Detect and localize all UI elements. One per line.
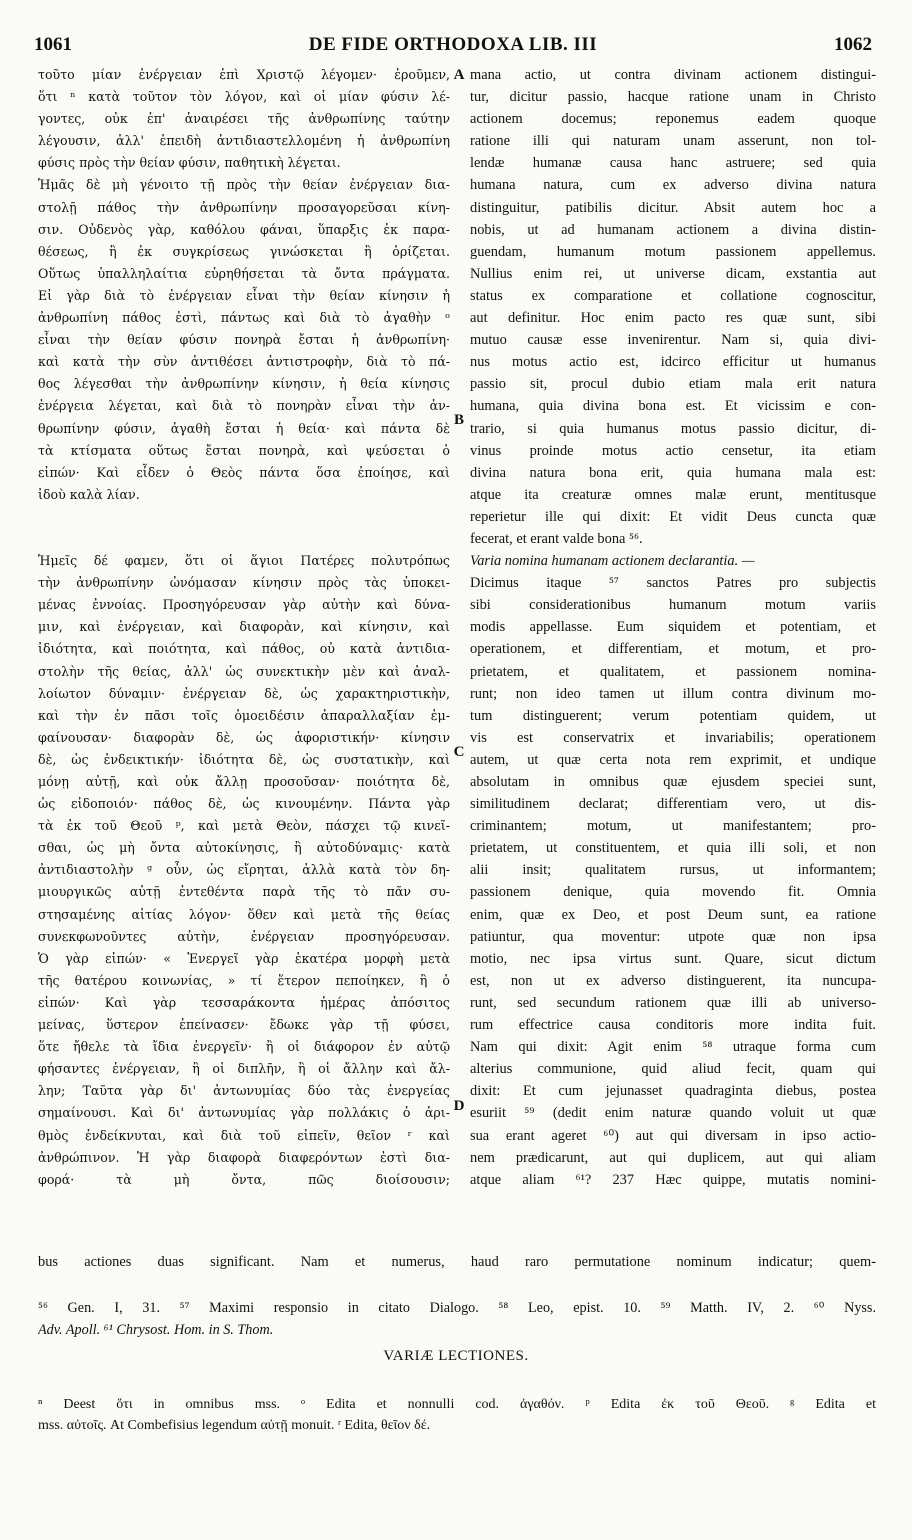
text-line: nus motus actio est, idcirco efficitur ut humanus [470, 354, 876, 371]
text-line: ὡς εἰδοποιόν· πάθος δὲ, ὡς κινουμένην. Πάντα γὰρ [38, 796, 450, 812]
running-title: DE FIDE ORTHODOXA LIB. III [308, 34, 598, 55]
text-line: patiuntur, qua moventur: utpote quæ non ipsa [470, 928, 876, 945]
text-line: Εἰ γὰρ διὰ τὸ ἐνέργειαν εἶναι τὴν θείαν κίνησιν ἡ [38, 287, 450, 303]
text-line: Ἡμεῖς δέ φαμεν, ὅτι οἱ ἅγιοι Πατέρες πολυτρόπως [38, 553, 450, 569]
text-line: dixit: Et cum jejunasset quadraginta diebus, postea [470, 1083, 876, 1100]
text-line: sibi considerationibus humanum motum variis [470, 597, 876, 614]
greek-column [38, 64, 450, 1191]
text-line: φορά· τὰ μὴ ὄντα, πῶς διοίσουσιν; [38, 1171, 450, 1187]
text-line: distinguitur, patibilis dicitur. Absit autem hoc a [470, 199, 876, 216]
text-line: atque ita creaturæ omnes malæ erunt, mentitusque [470, 486, 876, 503]
text-line: εἶναι τὴν θείαν φύσιν πονηρὰ ἔσται ἡ ἀνθρωπίνη· [38, 332, 450, 348]
text-line: tum distinguerent; verum potentiam quidem, ut [470, 707, 876, 724]
text-line: similitudinem declarat; differentiam vero, ut dis- [470, 796, 876, 813]
variant-line: ⁿ Deest ὅτι in omnibus mss. ᵒ Edita et nonnulli cod. ἀγαθόν. ᵖ Edita ἐκ τοῦ Θεοῦ. ᵍ Edita et [38, 1397, 876, 1412]
text-line [38, 506, 450, 528]
text-line: στολὴν τῆς θείας, ἀλλ' ὡς συνεκτικὴν μὲν καὶ ἀναλ- [38, 663, 450, 679]
footnotes [38, 1297, 876, 1341]
text-line: criminantem; motum, ut manifestantem; pro- [470, 818, 876, 835]
text-line: runt, sed secundum rationem quæ illi ab universo- [470, 994, 876, 1011]
margin-marker-d: D [453, 1098, 465, 1114]
text-line: λοίωτον δύναμιν· ἐνέργειαν δὲ, ὡς χαρακτηριστικὴν, [38, 685, 450, 701]
variant-line: mss. αὐτοῖς. At Combefisius legendum αὐτῇ monuit. ʳ Edita, θεῖον δέ. [38, 1418, 431, 1433]
text-line: μιουργικῶς αὐτῇ ἐντεθέντα παρὰ τῆς τὸ πᾶν συ- [38, 884, 450, 900]
text-line: tur, dicitur passio, hacque ratione unam in Christo [470, 89, 876, 106]
text-line: status ex comparatione et collatione cognoscitur, [470, 287, 876, 304]
text-line: passio sit, procul dubio etiam mala erit natura [470, 376, 876, 393]
text-line: mutuo causæ esse invenirentur. Nam si, quia divi- [470, 332, 876, 349]
text-line: λην; Ταῦτα γὰρ δι' ἀντωνυμίας δύο τὰς ἐνεργείας [38, 1083, 450, 1099]
text-line: Nam qui dixit: Agit enim ⁵⁸ utraque forma cum [470, 1039, 876, 1056]
text-line: divina natura bona erit, quia humana mala est: [470, 464, 876, 481]
text-line: passionem denique, quia movendo fit. Omnia [470, 884, 876, 901]
text-line: vinus proinde motus actio censetur, ita etiam [470, 442, 876, 459]
text-line: τὰ κτίσματα οὕτως ἔσται πονηρὰ, καὶ ψεύσεται ὁ [38, 442, 450, 458]
text-line: esuriit ⁵⁹ (dedit enim naturæ quando voluit ut quæ [470, 1105, 876, 1122]
text-line: vis est conservatrix et invariabilis; operationem [470, 729, 876, 746]
text-line: actionem docemus; reponemus eadem quoque [470, 111, 876, 128]
text-line: ἀνθρώπινον. Ἡ γὰρ διαφορὰ διαφερόντων ἐστὶ δια- [38, 1149, 450, 1165]
latin-column [470, 64, 876, 1191]
text-line: δὲ, ὡς ἐνδεικτικήν· ἰδιότητα δὲ, ὡς συστατικὴν, καὶ [38, 751, 450, 767]
text-line: συνεκφωνοῦντες αὐτὴν, ἐνέργειαν προσηγόρευσαν. [38, 928, 450, 944]
text-line: Ἡμᾶς δὲ μὴ γένοιτο τῇ πρὸς τὴν θείαν ἐνέργειαν δια- [38, 177, 450, 193]
text-line: Ὁ γὰρ εἰπών· « Ἐνεργεῖ γὰρ ἑκατέρα μορφὴ μετὰ [38, 950, 450, 966]
text-line: alterius communione, quid aliud fecit, quam qui [470, 1061, 876, 1078]
text-line: prietatem, ut constituentem, et quia illi soli, et non [470, 840, 876, 857]
margin-marker-a: A [453, 67, 465, 83]
text-line: στολῇ πάθος τὴν ἀνθρωπίνην προσαγορεῦσαι κίνη- [38, 199, 450, 215]
text-line: lendæ humanæ causa hanc astruere; sed quia [470, 155, 876, 172]
text-line: τὴν ἀνθρωπίνην ὠνόμασαν κίνησιν πρὸς τὰς ὑποκει- [38, 575, 450, 591]
text-line: τὰ ἐκ τοῦ Θεοῦ ᵖ, καὶ μετὰ Θεὸν, πάσχει τῷ κινεῖ- [38, 818, 450, 834]
text-line: σιν. Οὐδενὸς γὰρ, καθόλου φάναι, ὕπαρξις ἐκ παρα- [38, 221, 450, 237]
text-line: μένας ἐννοίας. Προσηγόρευσαν γὰρ αὐτὴν καὶ δύνα- [38, 597, 450, 613]
text-line: ἐνέργεια λέγεται, καὶ διὰ τὸ πονηρὰν εἶναι τὴν ἀν- [38, 398, 450, 414]
text-line: nobis, ut ad humanam actionem a divina distin- [470, 221, 876, 238]
text-line: τοῦτο μίαν ἐνέργειαν ἐπὶ Χριστῷ λέγομεν· ἐροῦμεν, [38, 67, 450, 82]
text-line: στησαμένης αἰτίας λόγον· ὅθεν καὶ μετὰ τῆς θείας [38, 906, 450, 922]
text-line: motio, nec ipsa virtus sunt. Quare, sicut dictum [470, 950, 876, 967]
text-line: εἰπών· Καὶ γὰρ τεσσαράκοντα ἡμέρας ἀπόσιτος [38, 994, 450, 1010]
text-line: enim, quæ ex Deo, et post Deum sunt, ea ratione [470, 906, 876, 923]
text-line: Nullius enim rei, ut universe dicam, exstantia aut [470, 265, 876, 282]
text-line: Varia nomina humanam actionem declarantia. — [470, 553, 755, 570]
margin-marker-b: B [453, 412, 464, 428]
text-line: mana actio, ut contra divinam actionem distingui- [470, 67, 876, 83]
text-line: θος λέγεσθαι τὴν ἀνθρωπίνην κίνησιν, ἡ θεία κίνησις [38, 376, 450, 392]
text-line: autem, ut quæ certa nota rem exprimit, et undique [470, 751, 876, 768]
text-line: trario, si quia humanus motus passio dicitur, di- [470, 420, 876, 437]
text-line: alii insit; qualitatem rursus, ut informantem; [470, 862, 876, 879]
text-line: θμὸς ἐνδείκνυται, καὶ διὰ τοῦ εἰπεῖν, θεῖον ʳ καὶ [38, 1127, 450, 1143]
text-line: ὅτε ἤθελε τὰ ἴδια ἐνεργεῖν· ἢ οἱ διάφορον ἐν αὐτῷ [38, 1039, 450, 1055]
text-line: Οὕτως ὑπαλληλαίτια εὑρηθήσεται τὰ ὄντα πράγματα. [38, 265, 450, 281]
text-line: μείνας, ὕστερον ἐπείνασεν· ἔδωκε γὰρ τῇ φύσει, [38, 1017, 450, 1033]
text-line: sua erant ageret ⁶⁰) aut qui diversam in ipso actio- [470, 1127, 876, 1144]
text-line: ὅτι ⁿ κατὰ τοῦτον τὸν λόγον, καὶ οἱ μίαν φύσιν λέ- [38, 89, 450, 105]
text-line: modis appellasse. Eum siquidem et potentiam, et [470, 619, 876, 636]
text-line: φύσις πρὸς τὴν θείαν φύσιν, παθητικὴ λέγεται. [38, 155, 341, 171]
text-line: reperietur ille qui dixit: Et vidit Deus cuncta quæ [470, 508, 876, 525]
text-line: fecerat, et erant valde bona ⁵⁶. [470, 530, 643, 547]
text-line: humana natura, cum ex adverso divina natura [470, 177, 876, 194]
text-line: φαίνουσαν· διαφορὰν δὲ, ὡς ἀφοριστικήν· κίνησιν [38, 729, 450, 745]
variae-lectiones [38, 1394, 876, 1436]
text-line: prietatem, et qualitatem, et passionem nomina- [470, 663, 876, 680]
text-line: θέσεως, ἢ ἐκ συγκρίσεως γινώσκεται ἢ ὁρίζεται. [38, 243, 450, 259]
text-line: humana, quia divina bona est. Et vicissim e con- [470, 398, 876, 415]
text-line: λέγουσιν, ἀλλ' ἐπειδὴ ἀντιδιαστελλομένη ἡ ἀνθρωπίνη [38, 133, 450, 149]
text-line: aut definitur. Hoc enim pacto res quæ sunt, sibi [470, 310, 876, 327]
text-line: ἀντιδιαστολὴν ᵍ οὖν, ὡς εἴρηται, ἀλλὰ κατὰ τὸν δη- [38, 862, 450, 878]
text-line: ratione illi qui naturam unam asserunt, non tol- [470, 133, 876, 150]
text-line: guendam, humanum motum passionem appellemus. [470, 243, 876, 260]
text-line: Dicimus itaque ⁵⁷ sanctos Patres pro subjectis [470, 575, 876, 592]
text-line: nem prædicarunt, aut qui duplicem, aut qui aliam [470, 1149, 876, 1166]
footnote-line: Adv. Apoll. ⁶¹ Chrysost. Hom. in S. Thom. [38, 1322, 274, 1339]
right-page-number: 1062 [833, 34, 872, 55]
text-line: ἰδιότητα, καὶ ποιότητα, καὶ πάθος, οὐ κατὰ ἀντιδια- [38, 641, 450, 657]
text-line: σημαίνουσι. Καὶ δι' ἀντωνυμίας γὰρ πολλάκις ὁ ἀρι- [38, 1105, 450, 1121]
text-line: rum effectrice causa conditoris more indita fuit. [470, 1017, 876, 1034]
text-line: ἀνθρωπίνη πάθος ἐστὶ, πάντως καὶ διὰ τὸ ἀγαθὴν ᵒ [38, 310, 450, 326]
text-line: εἰπών· Καὶ εἶδεν ὁ Θεὸς πάντα ὅσα ἐποίησε, καὶ [38, 464, 450, 480]
text-line [38, 528, 450, 550]
text-line: καὶ τὴν ἐν πᾶσι τοῖς ὁμοειδέσιν ἀπαραλλαξίαν ἐμ- [38, 707, 450, 723]
text-line: θρωπίνην φύσιν, ἀγαθὴ ἔσται ἡ θεία· καὶ πάντα δὲ [38, 420, 450, 436]
text-line: operationem, et differentiam, et motum, et pro- [470, 641, 876, 658]
text-line: γοντες, οὐκ ἐπ' ἀναιρέσει τῆς ἀνθρωπίνης ταύτην [38, 111, 450, 127]
text-line: runt; non ideo tamen ut illum contra divinum mo- [470, 685, 876, 702]
text-line: τῆς θατέρου κοινωνίας, » τί ἕτερον πεποίηκεν, ἢ ὁ [38, 972, 450, 988]
text-line: φήσαντες ἐνέργειαν, ἢ οἱ διπλῆν, ἢ οἱ ἄλλην καὶ ἄλ- [38, 1061, 450, 1077]
left-page-number: 1061 [34, 34, 72, 55]
text-line: μιν, καὶ ἐνέργειαν, καὶ διαφορὰν, καὶ κίνησιν, καὶ [38, 619, 450, 635]
text-line: καὶ κατὰ τὴν σὺν ἀντιθέσει ἀντιστροφὴν, διὰ τὸ πά- [38, 354, 450, 370]
text-line: est, non ut ex adverso distinguerent, ita nuncupa- [470, 972, 876, 989]
text-line: σθαι, ὡς μὴ ὄντα αὐτοκίνησις, ἢ αὐτοδύναμις· κατὰ [38, 840, 450, 856]
page-header [34, 34, 872, 58]
full-width-line: bus actiones duas significant. Nam et numerus, haud raro permutatione nominum indicatur; quem- [38, 1254, 876, 1270]
text-line: atque aliam ⁶¹? 237 Hæc quippe, mutatis nomini- [470, 1171, 876, 1188]
variae-lectiones-title: VARIÆ LECTIONES. [383, 1348, 529, 1364]
text-line: μόνῃ αὐτῇ, καὶ οὐκ ἄλλῃ προσοῦσαν· ποιότητα δὲ, [38, 774, 450, 789]
margin-marker-c: C [453, 744, 465, 760]
text-line: ἰδοὺ καλὰ λίαν. [38, 486, 140, 502]
footnote-line: ⁵⁶ Gen. I, 31. ⁵⁷ Maximi responsio in citato Dialogo. ⁵⁸ Leo, epist. 10. ⁵⁹ Matth. IV, 2. ⁶⁰ Nyss. [38, 1300, 876, 1316]
text-line: absolutam in omnibus quæ ejusdem speciei sunt, [470, 774, 876, 790]
